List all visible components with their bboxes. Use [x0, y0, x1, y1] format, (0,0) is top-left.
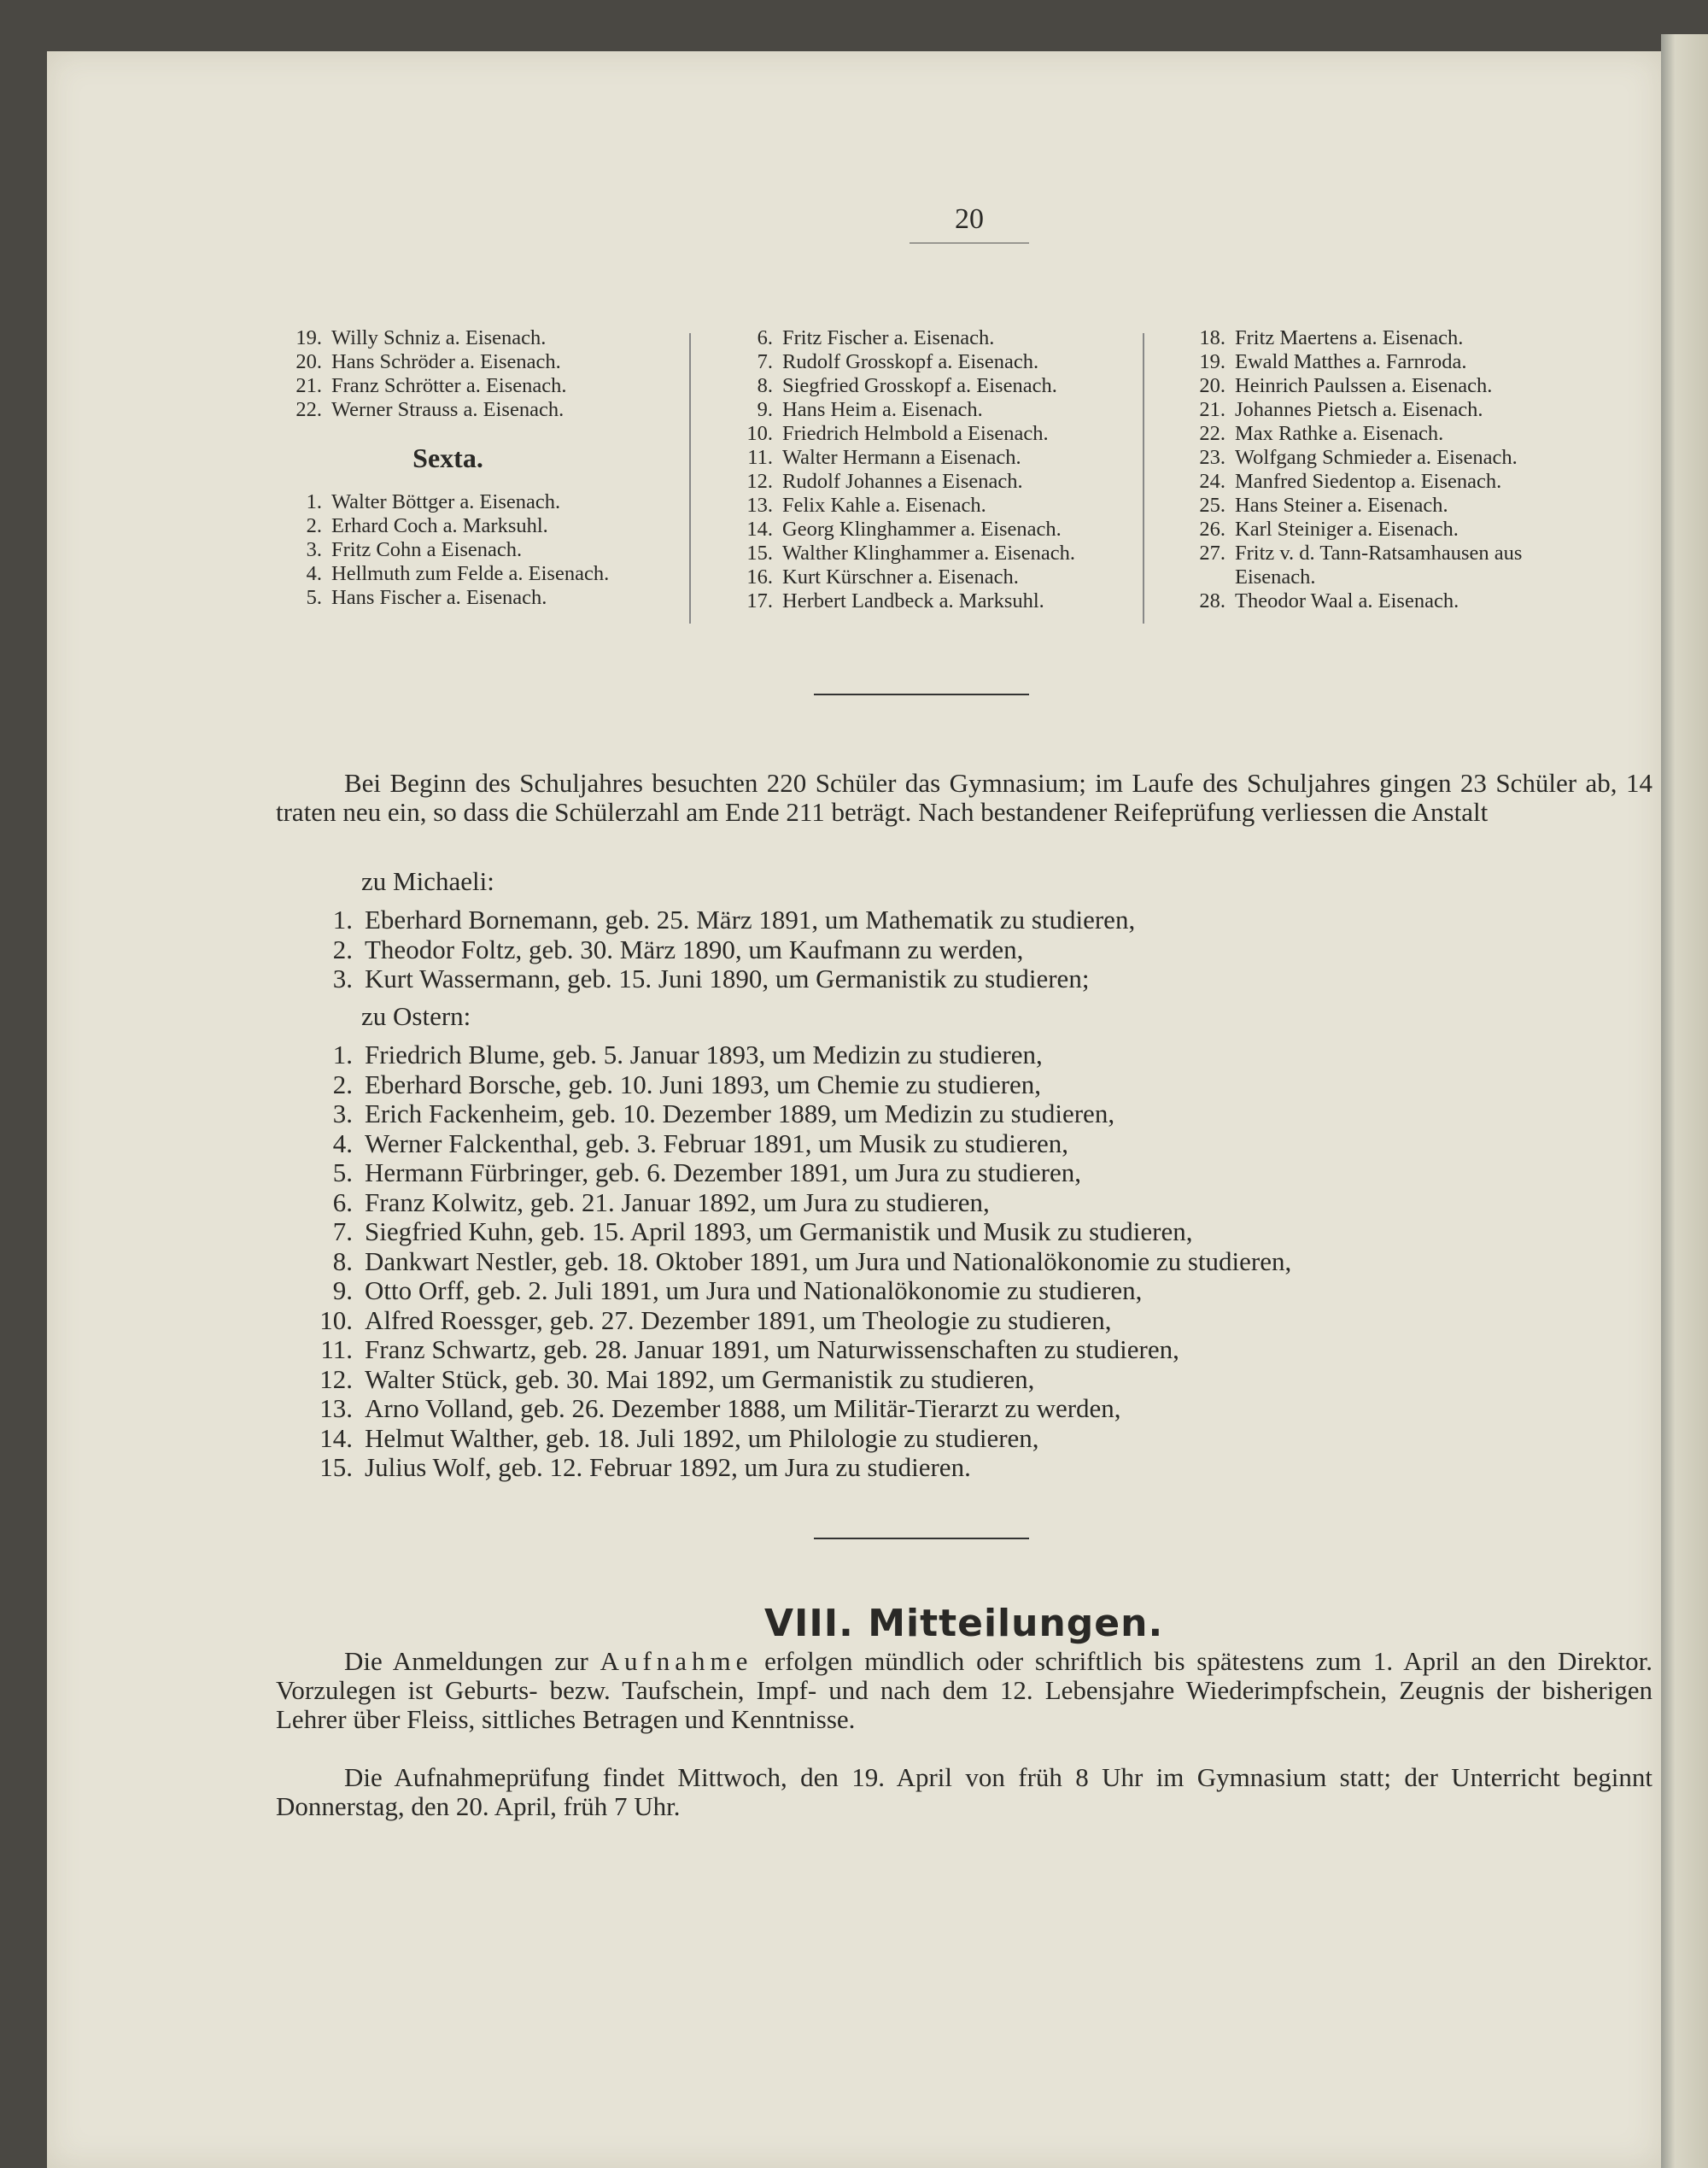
item-text: Franz Schrötter a. Eisenach.	[331, 374, 567, 397]
item-number: 1.	[332, 905, 353, 935]
item-number: 10.	[746, 422, 773, 445]
item-text: Manfred Siedentop a. Eisenach.	[1235, 470, 1502, 493]
section-title: VIII. Mitteilungen.	[764, 1602, 1164, 1645]
ostern-graduates	[303, 1040, 1291, 1483]
item-number: 11.	[747, 446, 773, 469]
student-entry	[271, 398, 723, 422]
item-text: Siegfried Grosskopf a. Eisenach.	[782, 374, 1057, 397]
item-number: 6.	[757, 326, 773, 349]
student-entry	[722, 422, 1174, 446]
enrollment-paragraph: Bei Beginn des Schuljahres besuchten 220 Schüler das Gymnasium; im Laufe des Schuljahres gingen 23 Schüler ab, 14 traten neu ein, so dass die Schülerzahl am Ende 211 beträgt. Nach bestandener Reifeprüfung verliessen die Anstalt	[276, 768, 1652, 827]
item-text: Friedrich Blume, geb. 5. Januar 1893, um Medizin zu studieren,	[365, 1040, 1043, 1069]
item-text: Walter Böttger a. Eisenach.	[331, 490, 561, 513]
student-entry	[271, 350, 723, 374]
item-number: 24.	[1199, 470, 1225, 493]
item-text: Walter Hermann a Eisenach.	[782, 446, 1021, 469]
michaeli-graduates	[303, 905, 1135, 994]
student-entry	[1174, 326, 1652, 350]
item-number: 5.	[332, 1157, 353, 1187]
student-entry	[271, 562, 723, 586]
item-number: 9.	[757, 398, 773, 421]
item-text: Alfred Roessger, geb. 27. Dezember 1891, um Theologie zu studieren,	[365, 1304, 1112, 1335]
item-text: Theodor Foltz, geb. 30. März 1890, um Kaufmann zu werden,	[365, 934, 1024, 964]
student-entry	[722, 542, 1174, 565]
item-number: 13.	[746, 494, 773, 517]
student-entry	[271, 374, 723, 398]
class-list-column-1	[271, 326, 723, 610]
item-number: 21.	[295, 374, 322, 397]
item-text: Arno Volland, geb. 26. Dezember 1888, um Militär-Tierarzt zu werden,	[365, 1393, 1121, 1423]
item-text: Julius Wolf, geb. 12. Februar 1892, um Jura zu studieren.	[365, 1452, 971, 1482]
item-text: Hans Schröder a. Eisenach.	[331, 350, 561, 373]
item-text: Siegfried Kuhn, geb. 15. April 1893, um Germanistik und Musik zu studieren,	[365, 1216, 1193, 1246]
item-text: Dankwart Nestler, geb. 18. Oktober 1891, um Jura und Nationalökonomie zu studieren,	[365, 1245, 1292, 1276]
item-text: Hellmuth zum Felde a. Eisenach.	[331, 562, 610, 585]
student-entry	[722, 518, 1174, 542]
graduate-entry	[303, 1129, 1291, 1159]
item-text: Franz Schwartz, geb. 28. Januar 1891, um Naturwissenschaften zu studieren,	[365, 1334, 1179, 1364]
page-edge	[1661, 34, 1708, 2168]
admission-emphasis: Aufnahme	[600, 1646, 753, 1676]
item-text: Hans Fischer a. Eisenach.	[331, 586, 547, 609]
student-entry	[1174, 470, 1652, 494]
item-number: 22.	[1199, 422, 1225, 445]
item-text: Eberhard Borsche, geb. 10. Juni 1893, um Chemie zu studieren,	[365, 1069, 1042, 1099]
ostern-label: zu Ostern:	[361, 1001, 471, 1031]
admission-text-start: Die Anmeldungen zur	[344, 1646, 588, 1676]
class-list-column-2	[722, 326, 1174, 613]
student-entry	[1174, 422, 1652, 446]
graduate-entry	[303, 1040, 1291, 1070]
student-entry	[1174, 350, 1652, 374]
graduate-entry	[303, 1247, 1291, 1277]
item-number: 14.	[746, 518, 773, 541]
item-number: 13.	[319, 1393, 353, 1423]
item-text: Hans Heim a. Eisenach.	[782, 398, 983, 421]
student-entry	[722, 446, 1174, 470]
item-text: Rudolf Johannes a Eisenach.	[782, 470, 1023, 493]
item-number: 22.	[295, 398, 322, 421]
item-number: 2.	[306, 514, 322, 537]
item-number: 27.	[1199, 542, 1225, 565]
student-entry	[1174, 374, 1652, 398]
graduate-entry	[303, 1276, 1291, 1306]
graduate-entry	[303, 1394, 1291, 1424]
item-number: 19.	[1199, 350, 1225, 373]
admission-paragraph	[276, 1647, 1652, 1734]
item-text: Werner Falckenthal, geb. 3. Februar 1891, um Musik zu studieren,	[365, 1128, 1068, 1158]
item-text: Willy Schniz a. Eisenach.	[331, 326, 547, 349]
item-number: 10.	[319, 1304, 353, 1335]
class-list-column-3	[1174, 326, 1652, 613]
document-page	[47, 51, 1661, 2168]
item-text: Erich Fackenheim, geb. 10. Dezember 1889, um Medizin zu studieren,	[365, 1099, 1115, 1128]
item-text: Helmut Walther, geb. 18. Juli 1892, um Philologie zu studieren,	[365, 1422, 1039, 1453]
graduate-entry	[303, 1306, 1291, 1336]
item-number: 4.	[332, 1128, 353, 1158]
student-entry	[722, 589, 1174, 613]
item-number: 23.	[1199, 446, 1225, 469]
student-entry	[271, 538, 723, 562]
item-number: 17.	[746, 589, 773, 612]
item-number: 5.	[306, 586, 322, 609]
graduate-entry	[303, 964, 1135, 994]
item-number: 7.	[332, 1216, 353, 1246]
item-number: 9.	[332, 1275, 353, 1305]
admission-text-rest: erfolgen mündlich oder schriftlich bis spätestens zum 1. April an den Direktor. Vorzulegen ist Geburts- bezw. Taufschein, Impf- und nach dem 12. Lebensjahre Wiederimpfschein, Zeugnis der bisherigen Lehrer über Fleiss, sittliches Betragen und Kenntnisse.	[276, 1646, 1653, 1734]
item-number: 28.	[1199, 589, 1225, 612]
item-text: Kurt Wassermann, geb. 15. Juni 1890, um Germanistik zu studieren;	[365, 964, 1090, 993]
item-number: 2.	[332, 934, 353, 964]
graduate-entry	[303, 1099, 1291, 1129]
item-number: 19.	[295, 326, 322, 349]
michaeli-label: zu Michaeli:	[361, 866, 494, 896]
graduate-entry	[303, 1424, 1291, 1454]
student-entry	[722, 326, 1174, 350]
graduate-entry	[303, 905, 1135, 935]
item-text: Fritz Fischer a. Eisenach.	[782, 326, 995, 349]
item-number: 1.	[332, 1040, 353, 1069]
item-number: 12.	[746, 470, 773, 493]
student-entry	[722, 398, 1174, 422]
item-text: Hermann Fürbringer, geb. 6. Dezember 1891, um Jura zu studieren,	[365, 1157, 1081, 1187]
item-number: 4.	[306, 562, 322, 585]
item-text: Rudolf Grosskopf a. Eisenach.	[782, 350, 1039, 373]
sexta-heading: Sexta.	[412, 442, 483, 473]
item-number: 20.	[295, 350, 322, 373]
student-entry	[722, 470, 1174, 494]
item-number: 3.	[306, 538, 322, 561]
graduate-entry	[303, 1070, 1291, 1100]
item-number: 15.	[319, 1452, 353, 1482]
item-text: Fritz v. d. Tann-Ratsamhausen aus	[1235, 542, 1523, 565]
item-text: Walther Klinghammer a. Eisenach.	[782, 542, 1075, 565]
item-text: Johannes Pietsch a. Eisenach.	[1235, 398, 1483, 421]
column-divider	[1143, 333, 1144, 624]
item-number: 15.	[746, 542, 773, 565]
student-entry	[1174, 542, 1652, 565]
exam-paragraph: Die Aufnahmeprüfung findet Mittwoch, den 19. April von früh 8 Uhr im Gymnasium statt; der Unterricht beginnt Donnerstag, den 20. April, früh 7 Uhr.	[276, 1762, 1652, 1821]
item-number: 25.	[1199, 494, 1225, 517]
item-text: Wolfgang Schmieder a. Eisenach.	[1235, 446, 1518, 469]
item-number: 12.	[319, 1363, 353, 1394]
item-text: Hans Steiner a. Eisenach.	[1235, 494, 1448, 517]
item-text: Werner Strauss a. Eisenach.	[331, 398, 564, 421]
item-text: Georg Klinghammer a. Eisenach.	[782, 518, 1062, 541]
item-number: 7.	[757, 350, 773, 373]
item-text: Fritz Maertens a. Eisenach.	[1235, 326, 1464, 349]
student-entry	[271, 514, 723, 538]
student-entry	[1174, 494, 1652, 518]
graduate-entry	[303, 1188, 1291, 1218]
section-divider	[814, 1538, 1029, 1539]
graduate-entry	[303, 1365, 1291, 1395]
item-text: Kurt Kürschner a. Eisenach.	[782, 565, 1019, 589]
graduate-entry	[303, 1335, 1291, 1365]
item-text: Friedrich Helmbold a Eisenach.	[782, 422, 1049, 445]
page-number: 20	[910, 203, 1029, 243]
student-entry	[722, 565, 1174, 589]
student-entry	[722, 494, 1174, 518]
item-text: Karl Steiniger a. Eisenach.	[1235, 518, 1459, 541]
student-entry	[1174, 446, 1652, 470]
item-number: 14.	[319, 1422, 353, 1453]
item-text: Franz Kolwitz, geb. 21. Januar 1892, um Jura zu studieren,	[365, 1187, 990, 1217]
item-text: Herbert Landbeck a. Marksuhl.	[782, 589, 1044, 612]
item-number	[1174, 565, 1235, 589]
student-entry	[271, 586, 723, 610]
item-number: 2.	[332, 1069, 353, 1099]
item-number: 8.	[757, 374, 773, 397]
student-entry	[1174, 565, 1652, 589]
item-text: Eberhard Bornemann, geb. 25. März 1891, um Mathematik zu studieren,	[365, 905, 1136, 935]
item-number: 21.	[1199, 398, 1225, 421]
item-text: Theodor Waal a. Eisenach.	[1235, 589, 1459, 612]
student-entry	[722, 350, 1174, 374]
item-text: Eisenach.	[1235, 565, 1316, 589]
student-entry	[271, 326, 723, 350]
student-entry	[1174, 518, 1652, 542]
item-number: 6.	[332, 1187, 353, 1217]
item-number: 8.	[332, 1245, 353, 1276]
item-number: 20.	[1199, 374, 1225, 397]
item-text: Ewald Matthes a. Farnroda.	[1235, 350, 1467, 373]
item-text: Max Rathke a. Eisenach.	[1235, 422, 1444, 445]
item-text: Felix Kahle a. Eisenach.	[782, 494, 986, 517]
item-text: Walter Stück, geb. 30. Mai 1892, um Germanistik zu studieren,	[365, 1363, 1035, 1394]
graduate-entry	[303, 935, 1135, 965]
item-number: 26.	[1199, 518, 1225, 541]
item-number: 16.	[746, 565, 773, 589]
item-number: 3.	[332, 1099, 353, 1128]
section-divider	[814, 694, 1029, 695]
item-number: 1.	[306, 490, 322, 513]
graduate-entry	[303, 1217, 1291, 1247]
student-entry	[1174, 589, 1652, 613]
graduate-entry	[303, 1158, 1291, 1188]
student-entry	[1174, 398, 1652, 422]
item-number: 18.	[1199, 326, 1225, 349]
item-text: Erhard Coch a. Marksuhl.	[331, 514, 548, 537]
student-entry	[271, 490, 723, 514]
item-number: 11.	[320, 1334, 353, 1364]
graduate-entry	[303, 1453, 1291, 1483]
item-text: Otto Orff, geb. 2. Juli 1891, um Jura und Nationalökonomie zu studieren,	[365, 1275, 1143, 1305]
item-text: Fritz Cohn a Eisenach.	[331, 538, 523, 561]
student-entry	[722, 374, 1174, 398]
item-number: 3.	[332, 964, 353, 993]
column-divider	[689, 333, 691, 624]
item-text: Heinrich Paulssen a. Eisenach.	[1235, 374, 1493, 397]
